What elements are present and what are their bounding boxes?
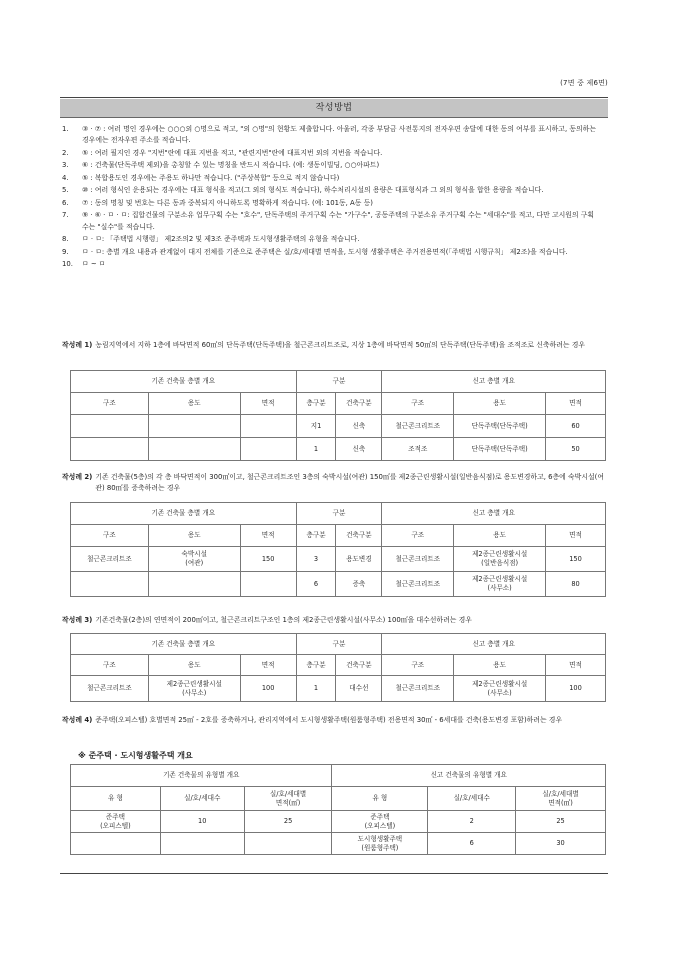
table-cell: 철근콘크리트조 [382, 547, 454, 572]
table-cell [148, 438, 240, 461]
table-cell [240, 415, 296, 438]
item-text: ⑨ · ⑥ · ㅁ · ㅁ: 집합건물의 구분소유 업무구획 수는 "호수", 단독주택의 주거구획 수는 "가구수", 공동주택의 구분소유 주거구획 수는 "세대수"를 적고, 다만 고시원의 구획 수는 "실수"를 적습니다. [82, 211, 595, 231]
table-cell: 1 [296, 676, 336, 702]
column-header: 면적 [546, 525, 606, 547]
example-4 [60, 715, 608, 726]
item-text: ③ · ⑦ : 여러 명인 경우에는 ○○○외 ○명으로 적고, "외 ○명"의 현황도 제출합니다. 아울러, 각종 부담금 사전통지의 전자우편 송달에 대한 동의 여부를 표시하고, 동의하는 경우에는 전자우편 주소를 적습니다. [82, 125, 596, 145]
list-item [60, 210, 608, 233]
group-header: 신고 층별 개요 [382, 503, 606, 525]
table-cell: 6 [428, 833, 516, 855]
table-cell: 제2종근린생활시설 (사무소) [454, 572, 546, 597]
table-cell: 제2종근린생활시설 (사무소) [454, 676, 546, 702]
example-text: 기존 건축물(5층)의 각 층 바닥면적이 300㎡이고, 철근콘크리트조인 3층의 숙박시설(여관) 150㎡를 제2종근린생활시설(일반음식점)로 용도변경하고, 6층에 숙박시설(여관) 80㎡를 증축하려는 경우 [95, 473, 604, 493]
table-cell: 100 [240, 676, 296, 702]
section-title: 작성방법 [60, 99, 608, 118]
table-cell: 50 [546, 438, 606, 461]
item-number: 7. [62, 211, 69, 220]
example-label: 작성례 2) [62, 473, 93, 481]
example-label: 작성례 1) [62, 341, 93, 349]
table-cell: 1 [296, 438, 336, 461]
column-header: 구조 [382, 525, 454, 547]
example-2 [60, 472, 608, 494]
column-header: 층구분 [296, 655, 336, 676]
group-header: 기존 건축물 층별 개요 [71, 503, 297, 525]
table-row [71, 572, 606, 597]
item-number: 2. [62, 148, 69, 157]
item-number: 5. [62, 186, 69, 195]
table-cell: 철근콘크리트조 [71, 547, 149, 572]
table-cell: 증축 [336, 572, 382, 597]
floor-table-example-1 [70, 370, 606, 461]
example-label: 작성례 3) [62, 616, 93, 624]
item-text: ⑥ : 건축물(단독주택 제외)을 총칭할 수 있는 명칭을 반드시 적습니다. (예: 생동이빌딩, ○○아파트) [82, 161, 380, 170]
column-header: 면적 [240, 655, 296, 676]
column-header: 용도 [454, 393, 546, 415]
column-header: 실/호/세대별 면적(㎡) [516, 787, 606, 811]
item-number: 1. [62, 125, 69, 133]
item-text: ⑦ : 동의 명칭 및 번호는 다른 동과 중복되지 아니하도록 명확하게 적습니다. (예: 101동, A동 등) [82, 198, 373, 207]
column-header: 면적 [240, 525, 296, 547]
table-cell: 80 [546, 572, 606, 597]
group-header: 구분 [296, 371, 382, 393]
item-text: ㅁ · ㅁ: 층별 개요 내용과 관계없이 대지 전체를 기준으로 준주택은 실/호/세대별 면적을, 도시형 생활주택은 주거전용면적(「주택법 시행규칙」 제2조)을 적습니다. [82, 247, 568, 256]
table-cell [71, 438, 149, 461]
header-rule [60, 97, 608, 98]
column-header: 구조 [71, 393, 149, 415]
table-cell: 2 [428, 811, 516, 833]
column-header: 구조 [71, 655, 149, 676]
example-3 [60, 615, 608, 626]
item-text: ⑤ : 복합용도인 경우에는 주용도 하나만 적습니다. ("주상복합" 등으로 적지 않습니다) [82, 173, 340, 182]
column-header: 실/호/세대별 면적(㎡) [244, 787, 332, 811]
table-cell: 용도변경 [336, 547, 382, 572]
table-cell [244, 833, 332, 855]
column-header: 건축구분 [336, 393, 382, 415]
page-number: (7면 중 제6면) [560, 79, 608, 87]
example-1 [60, 340, 608, 351]
table-cell: 제2종근린생활시설 (사무소) [148, 676, 240, 702]
table-row [71, 811, 606, 833]
column-header: 면적 [546, 393, 606, 415]
column-header: 용도 [148, 525, 240, 547]
table-cell [240, 572, 296, 597]
table-cell [71, 833, 161, 855]
item-text: ⑤ : 여러 필지인 경우 "지번"란에 대표 지번을 적고, "관련지번"란에 대표지번 외의 지번을 적습니다. [82, 148, 383, 157]
column-header: 구조 [382, 393, 454, 415]
group-header: 구분 [296, 634, 382, 655]
table-row [71, 547, 606, 572]
group-header: 신고 층별 개요 [382, 371, 606, 393]
example-text: 기존건축물(2층)의 연면적이 200㎡이고, 철근콘크리트구조인 1층의 제2종근린생활시설(사무소) 100㎡을 대수선하려는 경우 [95, 616, 472, 624]
item-number: 6. [62, 198, 69, 207]
table-cell [148, 415, 240, 438]
group-header: 신고 층별 개요 [382, 634, 606, 655]
group-header: 기존 건축물 층별 개요 [71, 634, 297, 655]
column-header: 층구분 [296, 393, 336, 415]
table-cell: 도시형생활주택 (원룸형주택) [332, 833, 428, 855]
table-cell: 30 [516, 833, 606, 855]
column-header: 용도 [148, 393, 240, 415]
table-row [71, 676, 606, 702]
group-header: 구분 [296, 503, 382, 525]
table-cell: 준주택 (오피스텔) [332, 811, 428, 833]
table-row [71, 833, 606, 855]
column-header: 구조 [71, 525, 149, 547]
table-row [71, 415, 606, 438]
floor-table-example-2 [70, 502, 606, 597]
column-header: 유 형 [332, 787, 428, 811]
list-item [60, 148, 608, 159]
table-cell: 3 [296, 547, 336, 572]
column-header: 구조 [382, 655, 454, 676]
table-cell: 25 [244, 811, 332, 833]
item-number: 9. [62, 247, 69, 256]
group-header: 기존 건축물의 유형별 개요 [71, 765, 332, 787]
table-cell: 단독주택(단독주택) [454, 438, 546, 461]
housing-table [70, 764, 606, 855]
group-header: 신고 건축물의 유형별 개요 [332, 765, 606, 787]
column-header: 면적 [240, 393, 296, 415]
table-cell: 지1 [296, 415, 336, 438]
column-header: 건축구분 [336, 525, 382, 547]
item-number: 4. [62, 173, 69, 182]
footer-rule [60, 873, 608, 874]
item-text: ⑩ : 여러 형식인 운용되는 경우에는 대표 형식을 적고(그 외의 형식도 적습니다), 하수처리시설의 용량은 대표형식과 그 외의 형식을 합한 용량을 적습니다. [82, 186, 544, 195]
table-cell [240, 438, 296, 461]
table-cell: 150 [546, 547, 606, 572]
column-header: 면적 [546, 655, 606, 676]
table-cell: 조적조 [382, 438, 454, 461]
table-cell: 신축 [336, 438, 382, 461]
table-cell: 철근콘크리트조 [382, 572, 454, 597]
table-cell: 철근콘크리트조 [382, 676, 454, 702]
list-item [60, 247, 608, 258]
group-header: 기존 건축물 층별 개요 [71, 371, 297, 393]
column-header: 용도 [148, 655, 240, 676]
column-header: 실/호/세대수 [160, 787, 244, 811]
table-cell: 철근콘크리트조 [382, 415, 454, 438]
list-item [60, 259, 608, 270]
list-item [60, 185, 608, 196]
list-item [60, 160, 608, 171]
table-cell: 철근콘크리트조 [71, 676, 149, 702]
list-item [60, 173, 608, 184]
column-header: 유 형 [71, 787, 161, 811]
table-cell: 대수선 [336, 676, 382, 702]
item-number: 3. [62, 161, 69, 170]
column-header: 용도 [454, 655, 546, 676]
item-number: 10. [62, 260, 73, 269]
example-text: 준주택(오피스텔) 호별면적 25㎡ - 2호를 증축하거나, 관리지역에서 도시형생활주택(원룸형주택) 전용면적 30㎡ - 6세대를 건축(용도변경 포함)하려는 경우 [95, 716, 563, 724]
table-cell [71, 415, 149, 438]
item-number: 8. [62, 235, 69, 244]
column-header: 층구분 [296, 525, 336, 547]
table-cell [160, 833, 244, 855]
list-item [60, 198, 608, 209]
column-header: 건축구분 [336, 655, 382, 676]
list-item [60, 234, 608, 245]
floor-table-example-3 [70, 633, 606, 702]
table-cell: 제2종근린생활시설 (일반음식점) [454, 547, 546, 572]
table-cell: 100 [546, 676, 606, 702]
table-cell [71, 572, 149, 597]
item-text: ㅁ · ㅁ: 「주택법 시행령」 제2조의2 및 제3조 준주택과 도시형생활주택의 유형을 적습니다. [82, 235, 360, 244]
table-cell: 단독주택(단독주택) [454, 415, 546, 438]
example-label: 작성례 4) [62, 716, 93, 724]
table-cell: 신축 [336, 415, 382, 438]
table-cell: 6 [296, 572, 336, 597]
column-header: 용도 [454, 525, 546, 547]
item-text: ㅁ ~ ㅁ [82, 260, 106, 269]
table-cell: 10 [160, 811, 244, 833]
table-row [71, 438, 606, 461]
column-header: 실/호/세대수 [428, 787, 516, 811]
table-cell: 150 [240, 547, 296, 572]
table-cell: 25 [516, 811, 606, 833]
table-cell: 준주택 (오피스텔) [71, 811, 161, 833]
table-cell [148, 572, 240, 597]
table-cell: 숙박시설 (여관) [148, 547, 240, 572]
housing-section-heading: ※ 준주택 · 도시형생활주택 개요 [78, 751, 193, 760]
list-item [60, 124, 608, 147]
instruction-list [60, 124, 608, 272]
example-text: 농림지역에서 지하 1층에 바닥면적 60㎡의 단독주택(단독주택)을 철근콘크리트조로, 지상 1층에 바닥면적 50㎡의 단독주택(단독주택)을 조적조로 신축하려는 경우 [95, 341, 586, 349]
table-cell: 60 [546, 415, 606, 438]
